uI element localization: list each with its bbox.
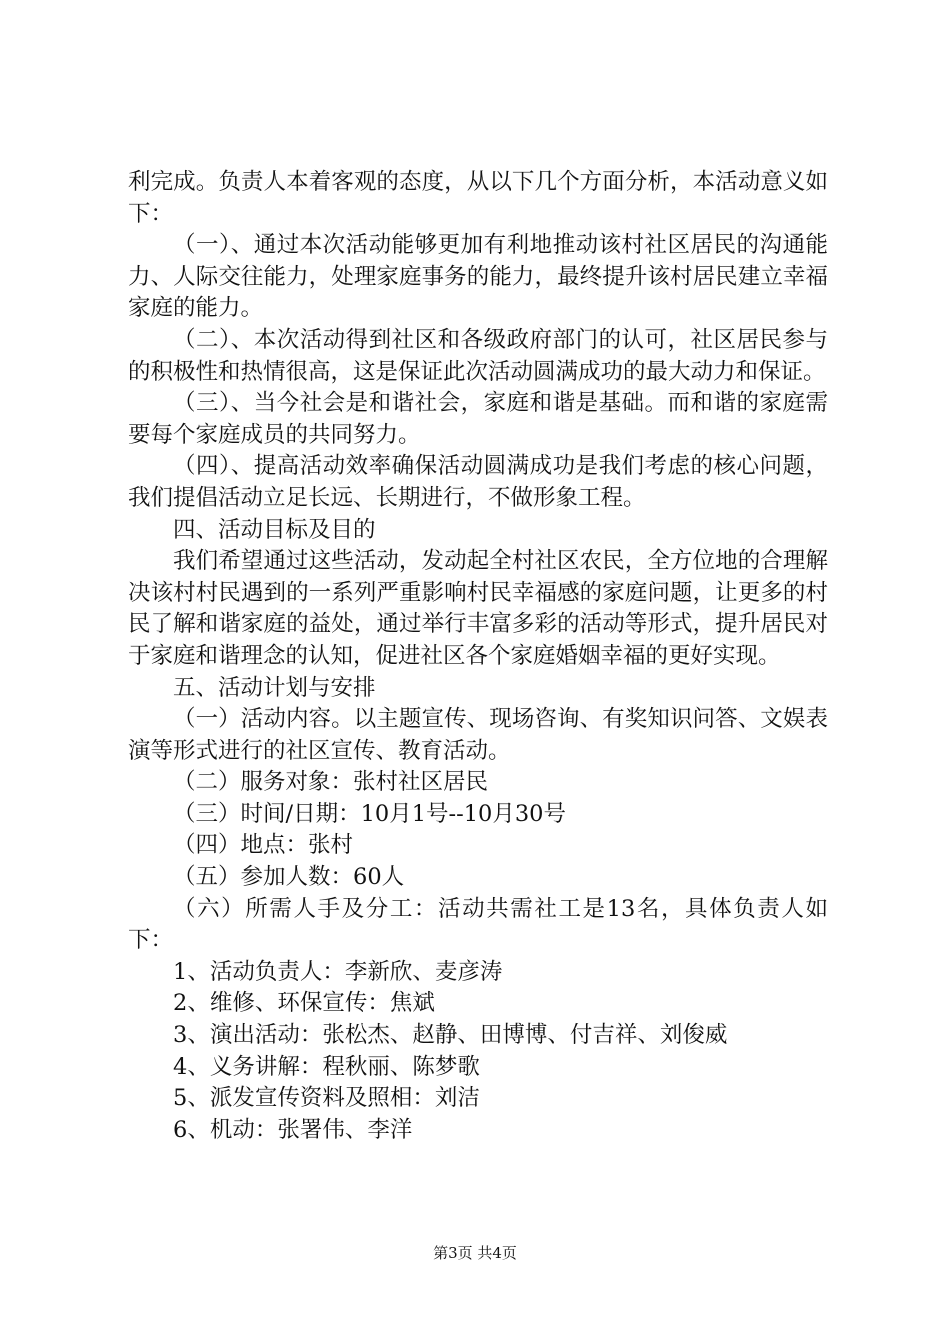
paragraph: （四）、提高活动效率确保活动圆满成功是我们考虑的核心问题，我们提倡活动立足长远、长期进行，不做形象工程。: [128, 453, 828, 511]
paragraph: （二）、本次活动得到社区和各级政府部门的认可，社区居民参与的积极性和热情很高，这是保证此次活动圆满成功的最大动力和保证。: [128, 326, 828, 385]
page-footer: 第3页 共4页: [433, 1244, 517, 1262]
paragraph: （三）、当今社会是和谐社会，家庭和谐是基础。而和谐的家庭需要每个家庭成员的共同努力。: [128, 390, 828, 448]
paragraph: （一）、通过本次活动能够更加有利地推动该村社区居民的沟通能力、人际交往能力，处理家庭事务的能力，最终提升该村居民建立幸福家庭的能力。: [128, 232, 828, 322]
list-item: （五）参加人数：60人: [173, 864, 405, 891]
list-item: （四）地点：张村: [173, 832, 354, 859]
list-item: （六）所需人手及分工：活动共需社工是13名，具体负责人如下：: [128, 895, 828, 954]
paragraph: （一）活动内容。以主题宣传、现场咨询、有奖知识问答、文娱表演等形式进行的社区宣传、教育活动。: [128, 706, 828, 764]
staff-item: 3、演出活动：张松杰、赵静、田博博、付吉祥、刘俊威: [173, 1022, 728, 1049]
section-heading: 四、活动目标及目的: [173, 516, 376, 543]
document-body: [128, 167, 828, 1146]
paragraph: 我们希望通过这些活动，发动起全村社区农民，全方位地的合理解决该村村民遇到的一系列严重影响村民幸福感的家庭问题，让更多的村民了解和谐家庭的益处，通过举行丰富多彩的活动等形式，提升居民对于家庭和谐理念的认知，促进社区各个家庭婚姻幸福的更好实现。: [128, 548, 828, 669]
section-heading: 五、活动计划与安排: [173, 674, 376, 701]
staff-item: 5、派发宣传资料及照相：刘洁: [173, 1085, 480, 1112]
staff-item: 6、机动：张署伟、李洋: [173, 1116, 413, 1143]
paragraph: 利完成。负责人本着客观的态度，从以下几个方面分析，本活动意义如下：: [128, 169, 828, 227]
staff-item: 4、义务讲解：程秋丽、陈梦歌: [173, 1053, 480, 1080]
list-item: （三）时间/日期：10月1号--10月30号: [173, 800, 566, 827]
staff-item: 2、维修、环保宣传：焦斌: [173, 990, 435, 1017]
list-item: （二）服务对象：张村社区居民: [173, 769, 489, 796]
staff-item: 1、活动负责人：李新欣、麦彦涛: [173, 958, 503, 985]
